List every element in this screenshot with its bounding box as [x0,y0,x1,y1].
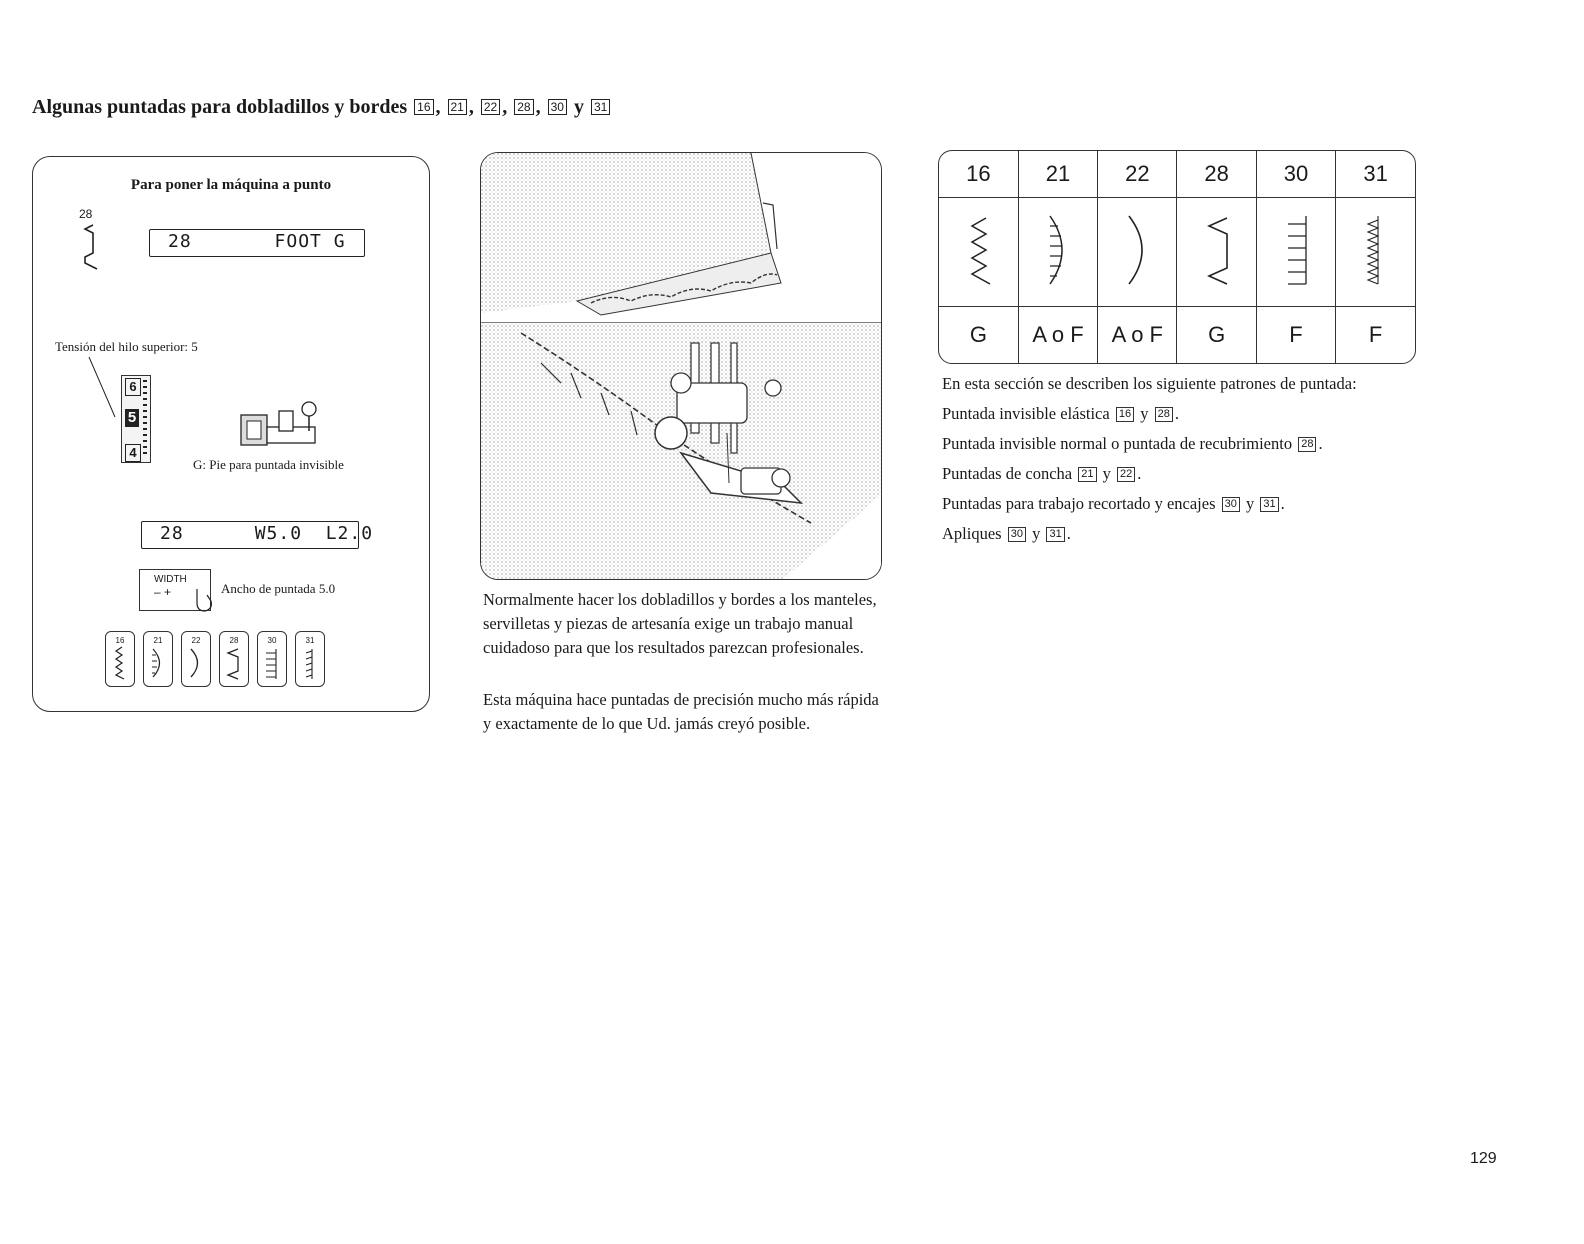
table-row [939,198,1415,307]
dial-value-6: 6 [125,378,141,396]
table-cell [1336,198,1415,307]
blind-stitch-icon [1197,210,1237,290]
stitch-table [938,150,1416,364]
table-cell: 22 [1098,151,1177,198]
page-number: 129 [1470,1150,1497,1167]
pattern-key-30[interactable] [257,631,287,687]
finger-press-icon [193,587,217,615]
shell-stitch-icon [144,645,172,683]
table-cell: F [1256,307,1335,364]
lcd-display-foot: 28 FOOT G [149,229,365,257]
title-pattern-31: 31 [591,99,610,115]
dial-value-4: 4 [125,444,141,462]
key-number: 31 [305,636,315,645]
table-cell [1098,198,1177,307]
table-cell [939,198,1018,307]
table-cell: G [1177,307,1256,364]
setup-panel [32,156,430,712]
title-pattern-22: 22 [481,99,500,115]
blind-stitch-icon [79,223,99,273]
illustration-panel [480,152,882,580]
applique-stitch-icon [1356,210,1396,290]
width-label: Ancho de puntada 5.0 [221,581,336,596]
table-cell [1256,198,1335,307]
finished-hem-image [481,153,882,323]
intro-paragraph-2: Esta máquina hace puntadas de precisión mucho más rápida y exactamente de lo que Ud. jamás creyó posible. [483,690,879,733]
table-cell: 21 [1018,151,1097,198]
lcd-display-width: 28 W5.0 L2.0 [141,521,359,549]
table-row [939,307,1415,364]
key-number: 16 [115,636,125,645]
title-text: Algunas puntadas para dobladillos y bordes [32,96,408,118]
title-pattern-21: 21 [448,99,467,115]
list-item: Puntadas para trabajo recortado y encajes 30 y 31 . [942,494,1285,513]
title-pattern-28: 28 [514,99,533,115]
pattern-key-28[interactable] [219,631,249,687]
pattern-key-21[interactable] [143,631,173,687]
list-item: Apliques 30 y 31 . [942,524,1071,543]
dial-value-5: 5 [125,409,139,427]
list-item: Puntada invisible elástica 16 y 28 . [942,404,1179,423]
pattern-number-label: 28 [79,207,93,221]
tension-dial[interactable] [121,375,151,463]
key-number: 22 [191,636,201,645]
pattern-key-16[interactable] [105,631,135,687]
applique-stitch-icon [296,645,324,683]
table-row [939,151,1415,198]
table-cell: 30 [1256,151,1335,198]
table-cell: 28 [1177,151,1256,198]
table-cell: A o F [1098,307,1177,364]
key-number: 21 [153,636,163,645]
table-cell [1018,198,1097,307]
scallop-stitch-icon [1117,210,1157,290]
intro-paragraph-1: Normalmente hacer los dobladillos y bordes a los manteles, servilletas y piezas de artesanía exige un trabajo manual cuidadoso para que los resultados parezcan profesionales. [483,590,877,657]
sewing-illustration [481,153,882,580]
title-pattern-16: 16 [414,99,433,115]
table-cell: 16 [939,151,1018,198]
setup-heading: Para poner la máquina a punto [130,177,332,193]
presser-foot-sewing-image [481,323,882,580]
list-item: Puntadas de concha 21 y 22 . [942,464,1142,483]
section-intro: En esta sección se describen los siguiente patrones de puntada: [942,374,1357,393]
table-cell: 31 [1336,151,1415,198]
table-cell: F [1336,307,1415,364]
key-number: 30 [267,636,277,645]
elastic-blind-stitch-icon [106,645,134,683]
title-sep: y [573,96,584,118]
blind-stitch-icon [220,645,248,683]
table-cell: G [939,307,1018,364]
presser-foot-g-icon [239,397,325,449]
pattern-key-31[interactable] [295,631,325,687]
tension-label: Tensión del hilo superior: 5 [55,339,198,354]
pattern-key-22[interactable] [181,631,211,687]
key-number: 28 [229,636,239,645]
shell-stitch-icon [1038,210,1078,290]
foot-label: G: Pie para puntada invisible [193,457,344,472]
scallop-stitch-icon [182,645,210,683]
table-cell: A o F [1018,307,1097,364]
width-key-symbols: – + [154,585,172,599]
cutwork-stitch-icon [1276,210,1316,290]
page-title: Algunas puntadas para dobladillos y bordes 16 , 21 , 22 , 28 , 30 y 31 [32,96,612,119]
elastic-blind-stitch-icon [958,210,998,290]
title-pattern-30: 30 [548,99,567,115]
list-item: Puntada invisible normal o puntada de recubrimiento 28 . [942,434,1323,453]
cutwork-stitch-icon [258,645,286,683]
table-cell [1177,198,1256,307]
width-key-label: WIDTH [154,574,187,585]
